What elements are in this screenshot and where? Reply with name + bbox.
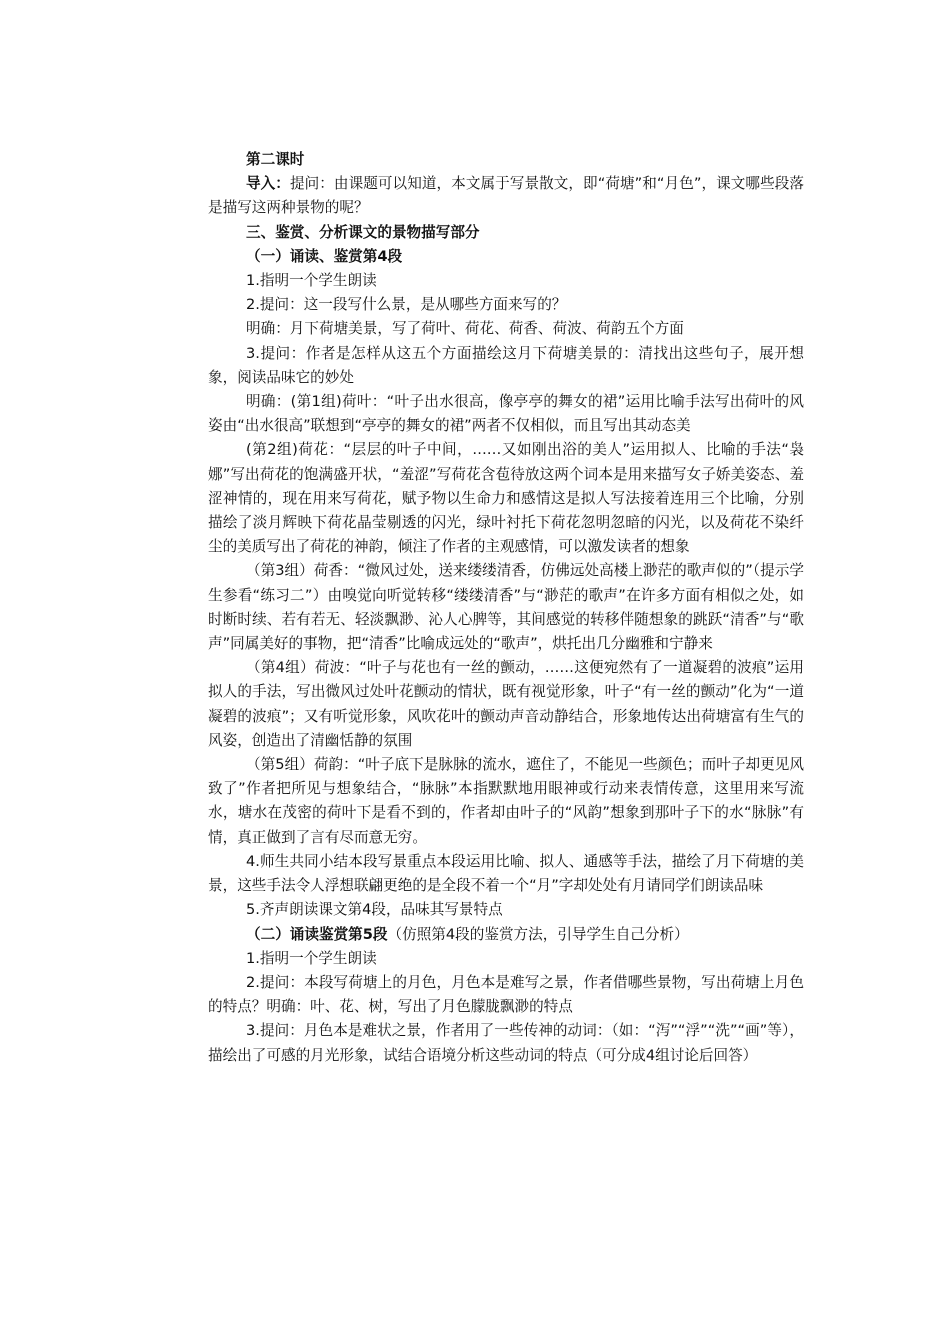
list-item: 2.提问：本段写荷塘上的月色，月色本是难写之景，作者借哪些景物，写出荷塘上月色的特点？明确：叶、花、树，写出了月色朦胧飘渺的特点 — [208, 973, 804, 1016]
group-paragraph-1: 明确：(第1组)荷叶：“叶子出水很高，像亭亭的舞女的裙”运用比喻手法写出荷叶的风姿由“出水很高”联想到“亭亭的舞女的裙”两者不仅相似，而且写出其动态美 — [208, 393, 804, 435]
intro-text: 提问：由课题可以知道，本文属于写景散文，即“荷塘”和“月色”，课文哪些段落是描写这两种景物的呢？ — [208, 175, 804, 217]
subsection-heading-1: （一）诵读、鉴赏第4段 — [246, 247, 403, 265]
section-heading-3: 三、鉴赏、分析课文的景物描写部分 — [246, 223, 480, 241]
group-paragraph-3: （第3组）荷香：“微风过处，送来缕缕清香，仿佛远处高楼上渺茫的歌声似的”（提示学生参看“练习二”）由嗅觉向听觉转移“缕缕清香”与“渺茫的歌声”在许多方面有相似之处，如时断时续、若有若无、轻淡飘渺、沁人心脾等，其间感觉的转移伴随想象的跳跃“清香”与“歌声”同属美好的事物，把“清香”比喻成远处的“歌声”，烘托出几分幽雅和宁静来 — [208, 562, 804, 653]
group-paragraph-4: （第4组）荷波：“叶子与花也有一丝的颤动，……这便宛然有了一道凝碧的波痕”运用拟人的手法，写出微风过处叶花颤动的情状，既有视觉形象，叶子“有一丝的颤动”化为“一道凝碧的波痕”；又有听觉形象，风吹花叶的颤动声音动静结合，形象地传达出荷塘富有生气的风姿，创造出了清幽恬静的氛围 — [208, 659, 804, 749]
subsection-heading-2-line — [208, 923, 804, 947]
list-item: 5.齐声朗读课文第4段，品味其写景特点 — [246, 901, 503, 919]
list-item: 3.提问：月色本是难状之景，作者用了一些传神的动词：（如：“泻”“浮”“洗”“画”等），描绘出了可感的月光形象，试结合语境分析这些动词的特点（可分成4组讨论后回答） — [208, 1022, 804, 1064]
list-item: 1.指明一个学生朗读 — [246, 272, 377, 290]
intro-paragraph — [208, 172, 804, 220]
lesson-title: 第二课时 — [246, 151, 305, 168]
list-item: 2.提问：这一段写什么景，是从哪些方面来写的？ — [246, 296, 567, 314]
list-item: 3.提问：作者是怎样从这五个方面描绘这月下荷塘美景的：清找出这些句子，展开想象，阅读品味它的妙处 — [208, 344, 804, 386]
subsection-note: （仿照第4段的鉴赏方法，引导学生自己分析） — [387, 925, 689, 943]
list-item: 4.师生共同小结本段写景重点本段运用比喻、拟人、通感等手法，描绘了月下荷塘的美景，这些手法令人浮想联翩更绝的是全段不着一个“月”字却处处有月请同学们朗读品味 — [208, 852, 804, 895]
list-item: 1.指明一个学生朗读 — [246, 949, 377, 967]
group-paragraph-2: (第2组)荷花：“层层的叶子中间，……又如刚出浴的美人”运用拟人、比喻的手法“袅娜”写出荷花的饱满盛开状，“羞涩”写荷花含苞待放这两个词本是用来描写女子娇美姿态、羞涩神情的，现在用来写荷花，赋予物以生命力和感情这是拟人写法接着连用三个比喻，分别描绘了淡月辉映下荷花晶莹剔透的闪光，绿叶衬托下荷花忽明忽暗的闪光，以及荷花不染纤尘的美质写出了荷花的神韵，倾注了作者的主观感情，可以激发读者的想象 — [208, 441, 804, 556]
answer-paragraph: 明确：月下荷塘美景，写了荷叶、荷花、荷香、荷波、荷韵五个方面 — [246, 320, 684, 338]
intro-label: 导入： — [246, 175, 290, 193]
group-paragraph-5: （第5组）荷韵：“叶子底下是脉脉的流水，遮住了，不能见一些颜色；而叶子却更见风致了”作者把所见与想象结合，“脉脉”本指默默地用眼神或行动来表情传意，这里用来写流水，塘水在茂密的荷叶下是看不到的，作者却由叶子的“风韵”想象到那叶子下的水“脉脉”有情，真正做到了言有尽而意无穷。 — [208, 756, 804, 846]
subsection-heading-2: （二）诵读鉴赏第5段 — [246, 925, 388, 943]
document-body — [208, 148, 804, 1068]
